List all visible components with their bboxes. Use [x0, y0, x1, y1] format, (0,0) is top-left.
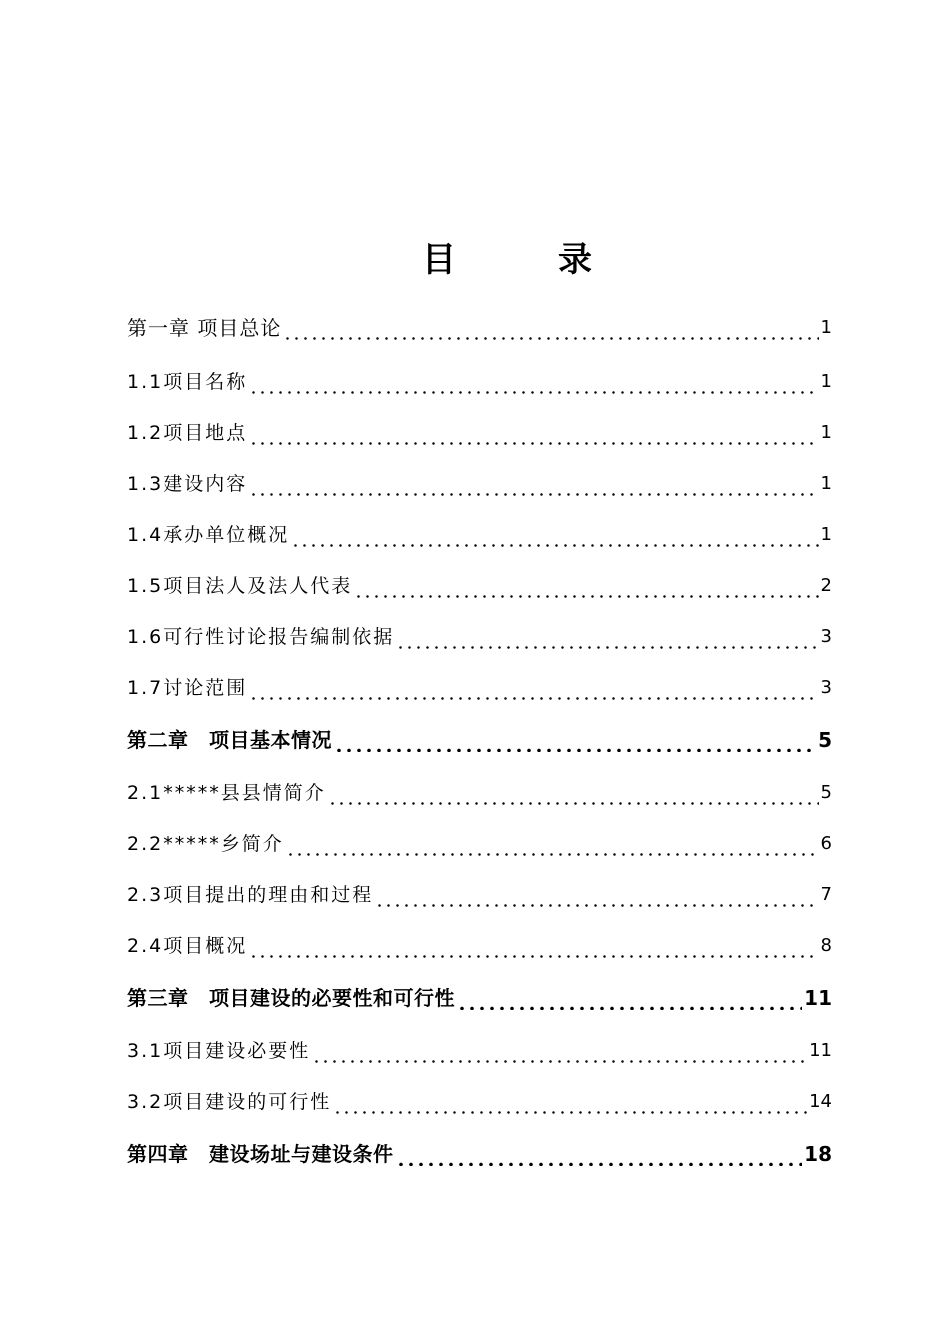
toc-entry-page-number: 8 [820, 935, 832, 956]
toc-entry-page-number: 11 [804, 986, 832, 1010]
toc-entry[interactable] [127, 517, 832, 547]
toc-entry-page-number: 5 [818, 728, 832, 752]
toc-entry-label: 1.1项目名称 [127, 371, 248, 393]
toc-leader-dots [333, 1090, 807, 1114]
toc-entry-label: 1.5项目法人及法人代表 [127, 575, 353, 597]
toc-entry-page-number: 18 [804, 1142, 832, 1166]
toc-entry-page-number: 2 [820, 575, 832, 596]
toc-entry-page-number: 14 [809, 1091, 832, 1112]
toc-entry-page-number: 5 [820, 782, 832, 803]
toc-entry[interactable] [127, 826, 832, 856]
toc-entry-page-number: 3 [820, 677, 832, 698]
toc-entry-page-number: 3 [820, 626, 832, 647]
toc-leader-dots [334, 728, 816, 752]
toc-title-char-1: 目 [422, 240, 456, 280]
toc-entry-label: 1.4承办单位概况 [127, 524, 290, 546]
toc-entry[interactable] [127, 670, 832, 700]
toc-entry[interactable] [127, 310, 832, 340]
toc-leader-dots [249, 421, 818, 445]
toc-entry-label: 2.3项目提出的理由和过程 [127, 884, 374, 906]
toc-leader-dots [396, 1142, 803, 1166]
toc-entry[interactable] [127, 877, 832, 907]
toc-entry-label: 1.2项目地点 [127, 422, 248, 444]
toc-entry-page-number: 1 [820, 422, 832, 443]
toc-entry-label: 2.4项目概况 [127, 935, 248, 957]
toc-leader-dots [249, 934, 818, 958]
toc-entry-label: 第四章 建设场址与建设条件 [127, 1142, 394, 1166]
toc-entry[interactable] [127, 466, 832, 496]
toc-entry-label: 2.2*****乡简介 [127, 833, 284, 855]
toc-entry[interactable] [127, 722, 832, 752]
toc-entry-label: 第三章 项目建设的必要性和可行性 [127, 986, 455, 1010]
toc-entry-label: 3.1项目建设必要性 [127, 1040, 311, 1062]
toc-leader-dots [312, 1039, 807, 1063]
toc-leader-dots [283, 316, 818, 340]
toc-title-char-2: 录 [558, 240, 592, 280]
toc-entry-label: 2.1*****县县情简介 [127, 782, 326, 804]
toc-entry[interactable] [127, 1136, 832, 1166]
toc-leader-dots [457, 986, 802, 1010]
toc-entry-page-number: 1 [820, 371, 832, 392]
toc-entry[interactable] [127, 980, 832, 1010]
toc-entry-label: 1.3建设内容 [127, 473, 248, 495]
toc-leader-dots [249, 472, 818, 496]
toc-entry-page-number: 7 [820, 884, 832, 905]
toc-entry[interactable] [127, 568, 832, 598]
toc-entry-page-number: 1 [820, 473, 832, 494]
toc-leader-dots [249, 370, 818, 394]
toc-entry-label: 3.2项目建设的可行性 [127, 1091, 332, 1113]
toc-entry-page-number: 1 [820, 317, 832, 338]
toc-entry[interactable] [127, 1084, 832, 1114]
toc-entry[interactable] [127, 619, 832, 649]
toc-leader-dots [375, 883, 818, 907]
toc-entry-label: 1.6可行性讨论报告编制依据 [127, 626, 395, 648]
toc-entry[interactable] [127, 775, 832, 805]
toc-entry[interactable] [127, 1033, 832, 1063]
toc-entry-page-number: 11 [809, 1040, 832, 1061]
toc-entry-label: 第二章 项目基本情况 [127, 728, 332, 752]
toc-entry-label: 第一章 项目总论 [127, 316, 282, 340]
toc-entry-page-number: 6 [820, 833, 832, 854]
toc-leader-dots [291, 523, 818, 547]
toc-leader-dots [249, 676, 818, 700]
toc-leader-dots [328, 781, 819, 805]
toc-entry-label: 1.7讨论范围 [127, 677, 248, 699]
toc-leader-dots [396, 625, 818, 649]
toc-entry[interactable] [127, 364, 832, 394]
toc-leader-dots [286, 832, 819, 856]
toc-entry[interactable] [127, 928, 832, 958]
toc-leader-dots [354, 574, 818, 598]
toc-entry-page-number: 1 [820, 524, 832, 545]
toc-entry[interactable] [127, 415, 832, 445]
